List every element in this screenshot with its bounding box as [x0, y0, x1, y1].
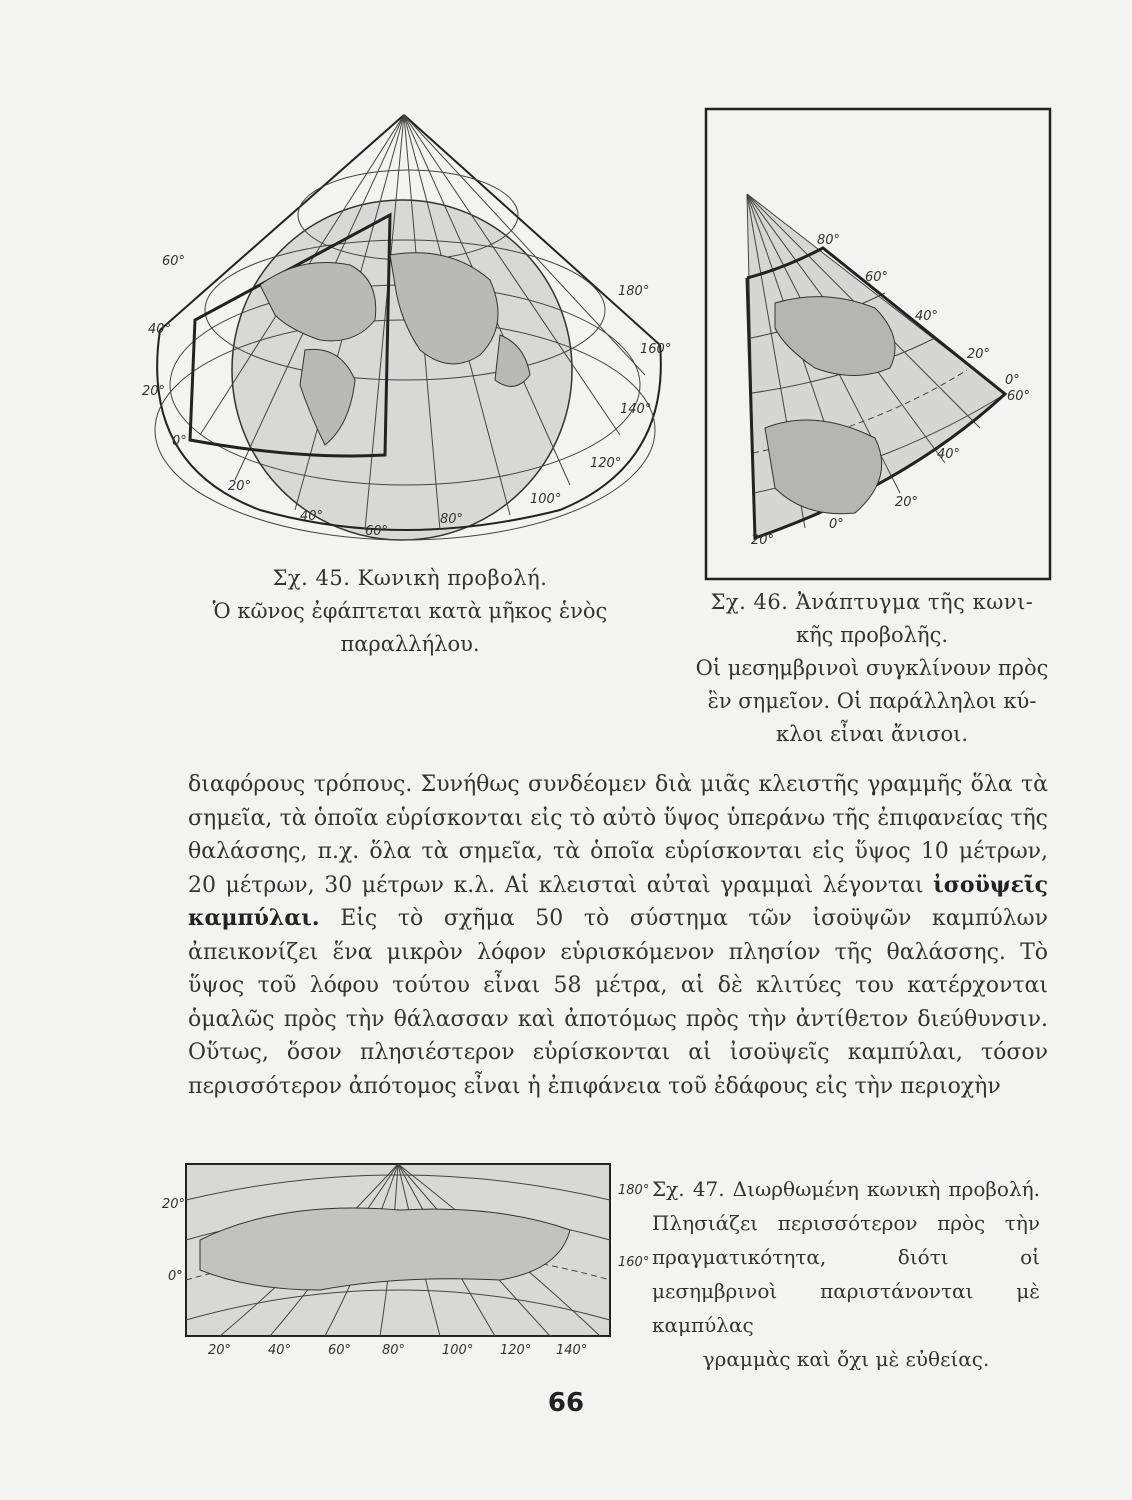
- figure-47-corrected-conic: [160, 1160, 650, 1360]
- label-left-0: 0°: [168, 1269, 183, 1284]
- label-lon-120: 120°: [590, 456, 622, 471]
- label-lon-60: 60°: [365, 524, 389, 539]
- body-text-part2: Εἰς τὸ σχῆμα 50 τὸ σύστημα τῶν ἰσοϋψῶν καμπύλων ἀπεικονίζει ἕνα μικρὸν λόφον εὑρισκόμενον πλησίον τῆς θαλάσσης. Τὸ ὕψος τοῦ λόφου τούτου εἶναι 58 μέτρα, αἱ δὲ κλιτύες του κατέρχονται ὁμαλῶς πρὸς τὴν θάλασσαν καὶ ἀποτόμως πρὸς τὴν ἀντίθετον διεύθυνσιν. Οὕτως, ὅσον πλησιέστερον εὑρίσκονται αἱ ἰσοϋψεῖς καμπύλαι, τόσον περισσότερον ἀπότομος εἶναι ἡ ἐπιφάνεια τοῦ ἐδάφους εἰς τὴν περιοχὴν: [188, 906, 1048, 1099]
- figure-46-caption: [682, 586, 1062, 751]
- figure-47-caption: [652, 1172, 1040, 1376]
- figure-45-conic-projection: [140, 105, 680, 555]
- figure-47-caption-line3: γραμμὰς καὶ ὄχι μὲ εὐθείας.: [702, 1347, 990, 1371]
- term-isoypseis-kampylai: ἰσοϋψεῖς καμπύλαι.: [188, 871, 1048, 931]
- label-lat-40: 40°: [148, 322, 172, 337]
- label-right-180: 180°: [618, 1183, 650, 1198]
- label-lat-60: 60°: [865, 270, 889, 285]
- label-lon-0: 0°: [829, 517, 844, 532]
- figure-45-caption-line2: παραλλήλου.: [340, 632, 480, 656]
- body-paragraph: [188, 768, 1048, 1103]
- label-lon-20-west: 20°: [751, 533, 775, 548]
- label-lon-100: 100°: [530, 492, 562, 507]
- label-lon-20: 20°: [895, 495, 919, 510]
- label-lat-60: 60°: [162, 254, 186, 269]
- figure-46-caption-line1: Οἱ μεσημβρινοὶ συγκλίνουν πρὸς: [695, 656, 1049, 680]
- label-bottom-120: 120°: [500, 1343, 532, 1358]
- figure-46-caption-title2: κῆς προβολῆς.: [795, 623, 949, 647]
- label-lon-180: 180°: [618, 284, 650, 299]
- label-bottom-20: 20°: [208, 1343, 232, 1358]
- figure-45-caption-title: Σχ. 45. Κωνικὴ προβολή.: [272, 566, 548, 590]
- label-lat-20: 20°: [967, 347, 991, 362]
- label-lon-160: 160°: [640, 342, 672, 357]
- page-number: 66: [547, 1388, 585, 1418]
- label-lon-40: 40°: [937, 447, 961, 462]
- label-bottom-80: 80°: [382, 1343, 406, 1358]
- figure-46-caption-title: Σχ. 46. Ἀνάπτυγμα τῆς κωνι-: [710, 590, 1034, 614]
- label-lat-20: 20°: [142, 384, 166, 399]
- label-lon-40: 40°: [300, 509, 324, 524]
- figure-45-caption-line1: Ὁ κῶνος ἐφάπτεται κατὰ μῆκος ἑνὸς: [212, 599, 608, 623]
- label-bottom-60: 60°: [328, 1343, 352, 1358]
- label-lat-0: 0°: [1005, 373, 1020, 388]
- figure-47-caption-line2: Πλησιάζει περισσότερον πρὸς τὴν πραγματικότητα, διότι οἱ μεσημβρινοὶ παριστάνονται μὲ καμπύλας: [652, 1211, 1040, 1337]
- label-bottom-40: 40°: [268, 1343, 292, 1358]
- label-lon-80: 80°: [440, 512, 464, 527]
- label-lat-40: 40°: [915, 309, 939, 324]
- label-bottom-100: 100°: [442, 1343, 474, 1358]
- figure-47-caption-line1: Σχ. 47. Διωρθωμένη κωνικὴ προβολή.: [652, 1177, 1040, 1201]
- label-lat-80: 80°: [817, 233, 841, 248]
- label-lon-60: 60°: [1007, 389, 1031, 404]
- figure-46-developed-cone: [705, 108, 1055, 583]
- label-left-20: 20°: [162, 1197, 186, 1212]
- body-text-part1: διαφόρους τρόπους. Συνήθως συνδέομεν διὰ μιᾶς κλειστῆς γραμμῆς ὅλα τὰ σημεῖα, τὰ ὁποῖα εὑρίσκονται εἰς τὸ αὐτὸ ὕψος ὑπεράνω τῆς ἐπιφανείας τῆς θαλάσσης, π.χ. ὅλα τὰ σημεῖα, τὰ ὁποῖα εὑρίσκονται εἰς ὕψος 10 μέτρων, 20 μέτρων, 30 μέτρων κ.λ. Αἱ κλεισταὶ αὐταὶ γραμμαὶ λέγονται: [188, 772, 1048, 898]
- label-lon-140: 140°: [620, 402, 652, 417]
- figure-45-caption: [160, 562, 660, 661]
- figure-46-caption-line3: κλοι εἶναι ἄνισοι.: [775, 722, 969, 746]
- label-right-160: 160°: [618, 1255, 650, 1270]
- label-bottom-140: 140°: [556, 1343, 588, 1358]
- label-lon-20: 20°: [228, 479, 252, 494]
- label-lat-0: 0°: [172, 434, 187, 449]
- figure-46-caption-line2: ἓν σημεῖον. Οἱ παράλληλοι κύ-: [707, 689, 1037, 713]
